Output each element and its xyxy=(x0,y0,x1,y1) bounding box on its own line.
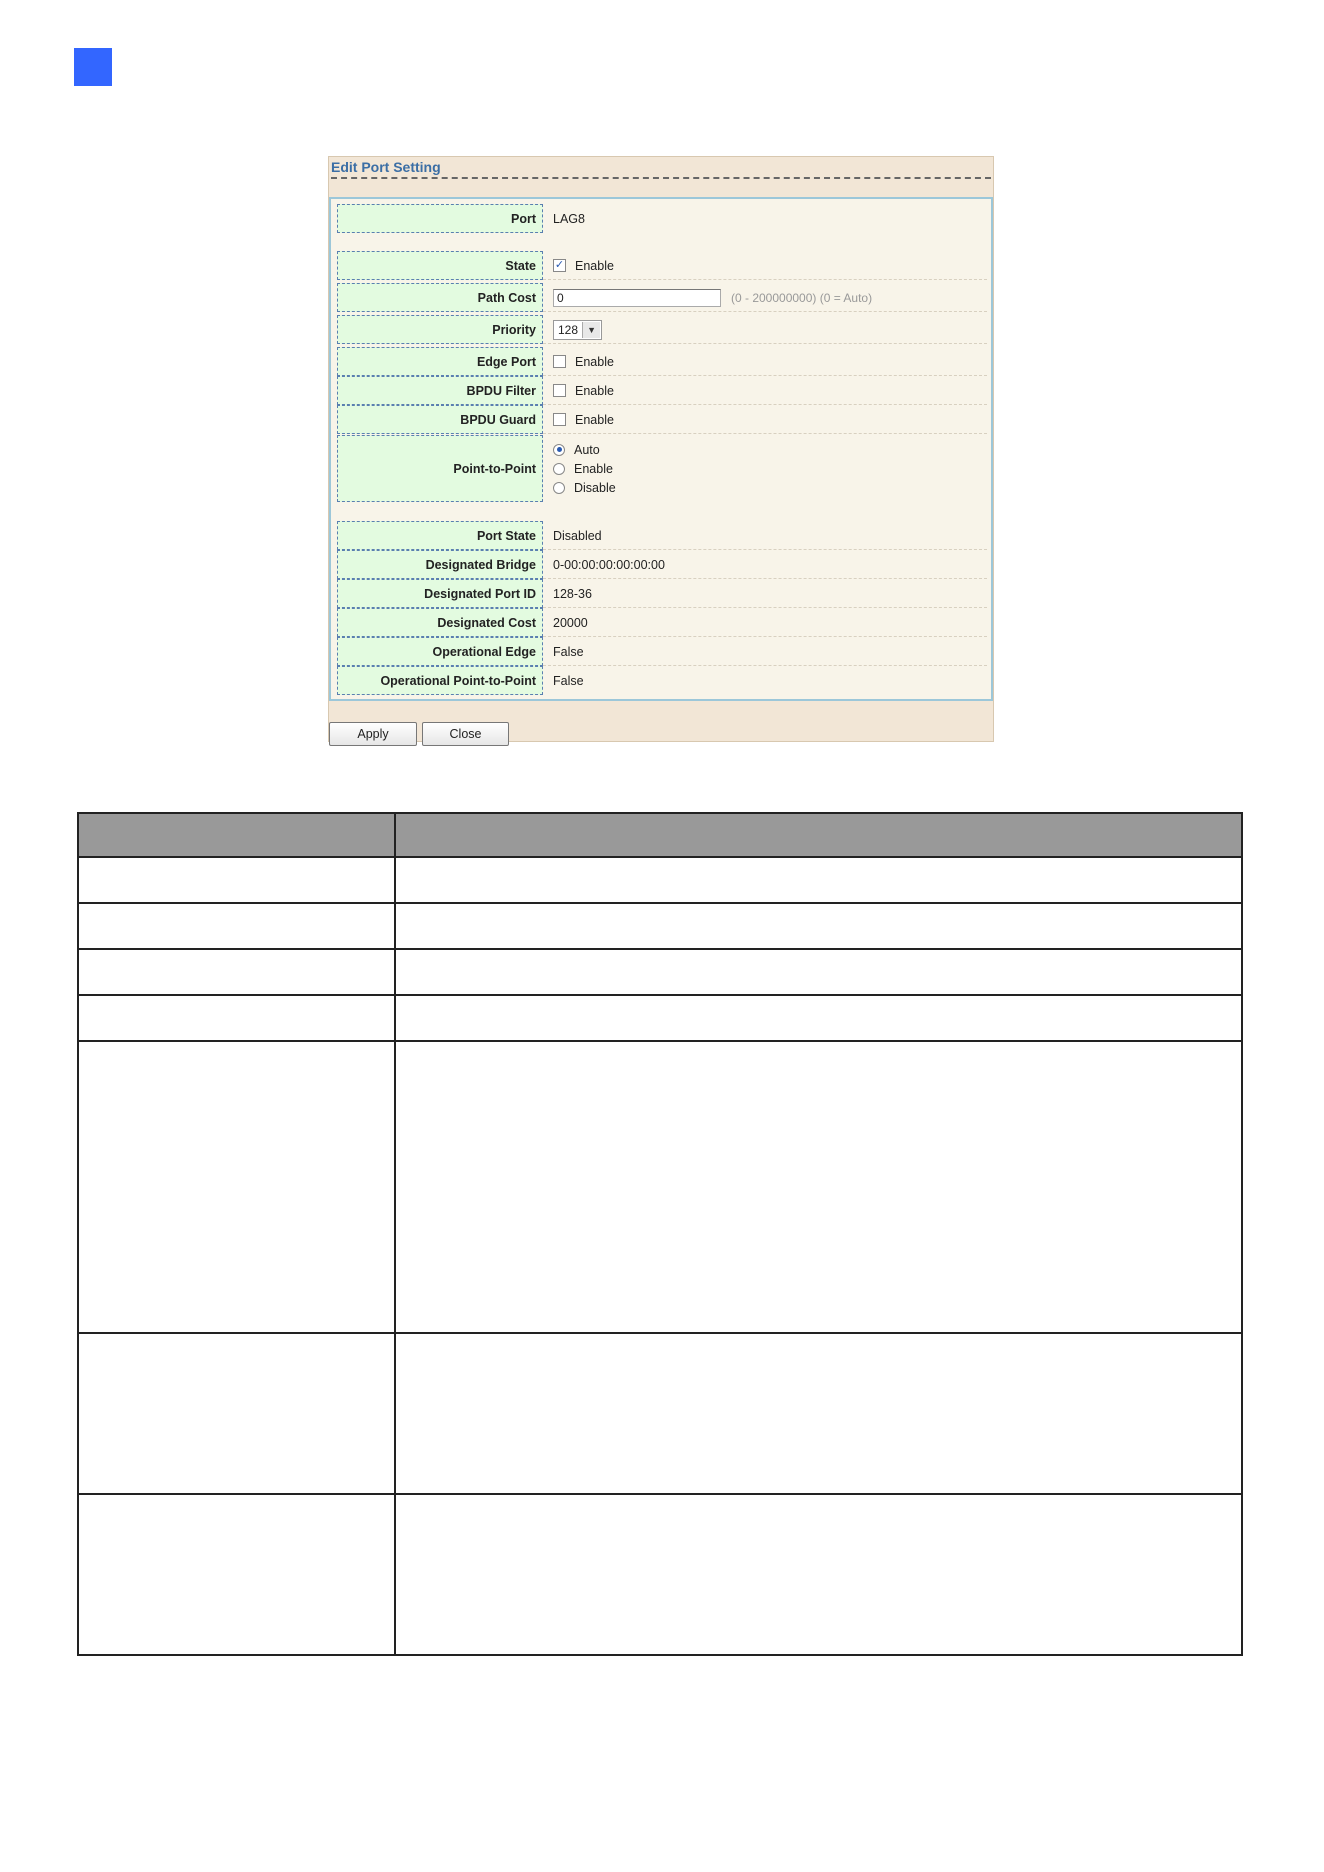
designated-bridge-value: 0-00:00:00:00:00:00 xyxy=(553,557,665,572)
row-port-state xyxy=(337,521,987,550)
row-designated-port-id xyxy=(337,579,987,608)
point-to-point-label: Point-to-Point xyxy=(337,435,543,502)
operational-p2p-label: Operational Point-to-Point xyxy=(337,666,543,695)
parameter-table xyxy=(77,812,1243,1656)
operational-edge-value: False xyxy=(553,644,584,659)
chevron-down-icon[interactable]: ▼ xyxy=(582,322,600,338)
table-header-row xyxy=(78,813,1242,857)
priority-selected-value: 128 xyxy=(558,322,579,337)
close-button[interactable]: Close xyxy=(422,722,509,746)
operational-p2p-value: False xyxy=(553,673,584,688)
row-designated-bridge xyxy=(337,550,987,579)
row-port xyxy=(337,204,987,233)
bpdu-guard-enable-checkbox[interactable] xyxy=(553,413,566,426)
p2p-disable-label: Disable xyxy=(574,480,616,495)
state-enable-checkbox[interactable]: ✓ xyxy=(554,259,565,271)
designated-port-id-label: Designated Port ID xyxy=(337,579,543,608)
bpdu-filter-enable-label: Enable xyxy=(575,383,614,398)
bpdu-guard-enable-label: Enable xyxy=(575,412,614,427)
row-bpdu-filter xyxy=(337,376,987,405)
row-path-cost xyxy=(337,283,987,312)
edit-port-setting-dialog xyxy=(328,156,994,742)
apply-button[interactable]: Apply xyxy=(329,722,417,746)
edge-port-enable-label: Enable xyxy=(575,354,614,369)
path-cost-input[interactable]: 0 xyxy=(553,289,721,307)
path-cost-hint: (0 - 200000000) (0 = Auto) xyxy=(731,290,873,305)
p2p-enable-radio[interactable] xyxy=(553,463,565,475)
designated-port-id-value: 128-36 xyxy=(553,586,592,601)
p2p-auto-radio[interactable] xyxy=(553,444,565,456)
designated-cost-value: 20000 xyxy=(553,615,588,630)
row-operational-edge xyxy=(337,637,987,666)
p2p-option-auto[interactable] xyxy=(553,442,616,457)
row-operational-p2p xyxy=(337,666,987,695)
table-row xyxy=(78,1041,1242,1333)
row-priority xyxy=(337,315,987,344)
priority-label: Priority xyxy=(337,315,543,344)
p2p-option-enable[interactable] xyxy=(553,461,616,476)
row-state xyxy=(337,251,987,280)
title-divider xyxy=(331,177,991,179)
port-state-value: Disabled xyxy=(553,528,602,543)
p2p-disable-radio[interactable] xyxy=(553,482,565,494)
table-row xyxy=(78,949,1242,995)
row-edge-port xyxy=(337,347,987,376)
table-row xyxy=(78,857,1242,903)
state-enable-label: Enable xyxy=(575,258,614,273)
designated-cost-label: Designated Cost xyxy=(337,608,543,637)
p2p-auto-label: Auto xyxy=(574,442,600,457)
port-label: Port xyxy=(337,204,543,233)
table-row xyxy=(78,1333,1242,1494)
table-header-cell xyxy=(78,813,395,857)
port-value: LAG8 xyxy=(553,211,585,226)
edge-port-enable-checkbox[interactable] xyxy=(553,355,566,368)
table-row xyxy=(78,903,1242,949)
path-cost-label: Path Cost xyxy=(337,283,543,312)
settings-panel xyxy=(329,197,993,701)
bpdu-filter-label: BPDU Filter xyxy=(337,376,543,405)
row-point-to-point xyxy=(337,435,987,502)
bpdu-guard-label: BPDU Guard xyxy=(337,405,543,434)
bpdu-filter-enable-checkbox[interactable] xyxy=(553,384,566,397)
edge-port-label: Edge Port xyxy=(337,347,543,376)
row-designated-cost xyxy=(337,608,987,637)
section-bullet-icon xyxy=(74,48,112,86)
table-row xyxy=(78,995,1242,1041)
p2p-option-disable[interactable] xyxy=(553,480,616,495)
operational-edge-label: Operational Edge xyxy=(337,637,543,666)
priority-select[interactable] xyxy=(553,320,602,340)
port-state-label: Port State xyxy=(337,521,543,550)
row-bpdu-guard xyxy=(337,405,987,434)
designated-bridge-label: Designated Bridge xyxy=(337,550,543,579)
dialog-title: Edit Port Setting xyxy=(331,159,441,175)
p2p-enable-label: Enable xyxy=(574,461,613,476)
table-header-cell xyxy=(395,813,1242,857)
table-row xyxy=(78,1494,1242,1655)
state-label: State xyxy=(337,251,543,280)
point-to-point-radio-group xyxy=(553,442,616,495)
